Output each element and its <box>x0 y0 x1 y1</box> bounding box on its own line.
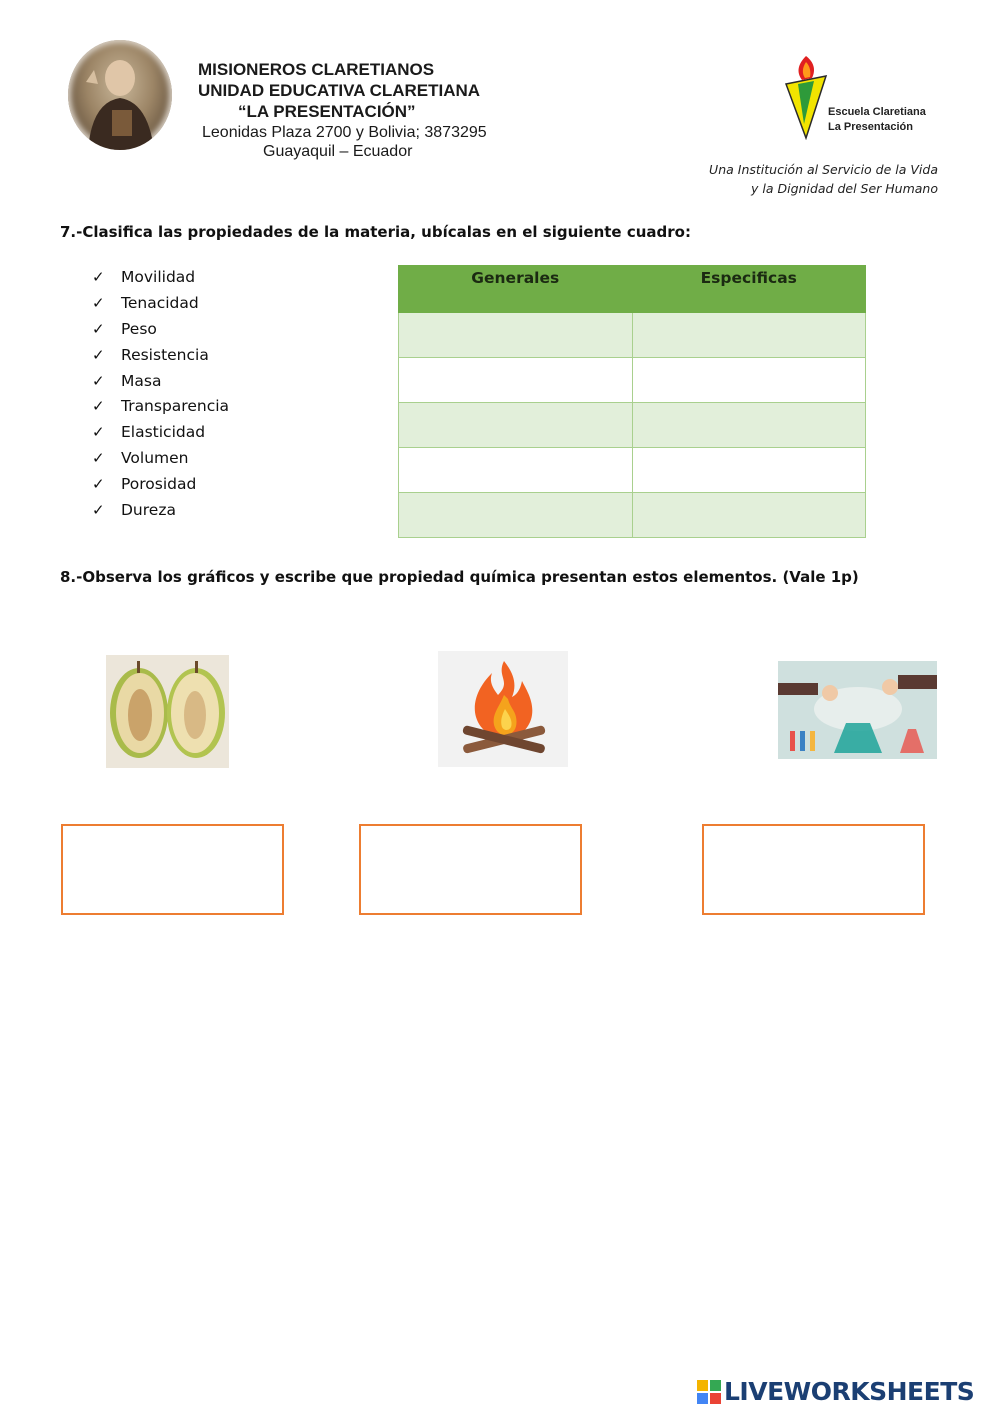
checkmark-icon: ✓ <box>92 319 105 338</box>
header-org-title: MISIONEROS CLARETIANOS <box>198 60 435 79</box>
campfire-image <box>438 651 568 767</box>
oxidized-apple-image <box>106 655 229 768</box>
table-row <box>399 403 866 448</box>
drop-cell-especificas[interactable] <box>632 358 866 403</box>
list-item[interactable]: ✓ Tenacidad <box>92 293 199 312</box>
logo-text-line1: Escuela Claretiana <box>828 106 926 118</box>
drop-cell-especificas[interactable] <box>632 493 866 538</box>
answer-box-chemistry[interactable] <box>702 824 925 915</box>
list-item[interactable]: ✓ Volumen <box>92 449 189 468</box>
question-8-title: 8.-Observa los gráficos y escribe que propiedad química presentan estos elementos. (Vale 1p) <box>60 568 859 586</box>
list-item[interactable]: ✓ Resistencia <box>92 345 209 364</box>
header-address: Leonidas Plaza 2700 y Bolivia; 3873295 <box>202 124 487 141</box>
drop-cell-especificas[interactable] <box>632 403 866 448</box>
list-item[interactable]: ✓ Movilidad <box>92 267 196 286</box>
column-header-especificas: Especificas <box>632 266 866 313</box>
properties-list <box>92 264 229 523</box>
list-item[interactable]: ✓ Porosidad <box>92 475 197 494</box>
checkmark-icon: ✓ <box>92 397 105 416</box>
header-city: Guayaquil – Ecuador <box>263 143 413 160</box>
table-row <box>399 493 866 538</box>
column-header-generales: Generales <box>399 266 633 313</box>
motto-line2: y la Dignidad del Ser Humano <box>751 181 938 196</box>
checkmark-icon: ✓ <box>92 449 105 468</box>
header-school-name: “LA PRESENTACIÓN” <box>238 102 416 121</box>
table-row <box>399 448 866 493</box>
founder-portrait <box>68 40 172 150</box>
table-row <box>399 313 866 358</box>
question-7-title: 7.-Clasifica las propiedades de la materia, ubícalas en el siguiente cuadro: <box>60 223 691 241</box>
list-item[interactable]: ✓ Transparencia <box>92 397 230 416</box>
drop-cell-especificas[interactable] <box>632 313 866 358</box>
list-item[interactable]: ✓ Peso <box>92 319 157 338</box>
classification-table <box>398 265 866 538</box>
header-school-title: UNIDAD EDUCATIVA CLARETIANA <box>198 81 481 100</box>
drop-cell-generales[interactable] <box>399 493 633 538</box>
liveworksheets-brand[interactable]: LIVEWORKSHEETS <box>724 1377 975 1406</box>
list-item[interactable]: ✓ Dureza <box>92 500 176 519</box>
checkmark-icon: ✓ <box>92 267 105 286</box>
drop-cell-generales[interactable] <box>399 358 633 403</box>
list-item[interactable]: ✓ Elasticidad <box>92 423 206 442</box>
drop-cell-generales[interactable] <box>399 403 633 448</box>
drop-cell-generales[interactable] <box>399 448 633 493</box>
chemistry-reaction-image <box>778 661 937 768</box>
checkmark-icon: ✓ <box>92 371 105 390</box>
table-row <box>399 358 866 403</box>
motto-line1: Una Institución al Servicio de la Vida <box>709 162 938 177</box>
drop-cell-generales[interactable] <box>399 313 633 358</box>
torch-logo-icon <box>784 54 828 140</box>
drop-cell-especificas[interactable] <box>632 448 866 493</box>
checkmark-icon: ✓ <box>92 293 105 312</box>
checkmark-icon: ✓ <box>92 500 105 519</box>
answer-box-apple[interactable] <box>61 824 284 915</box>
logo-text-line2: La Presentación <box>828 121 913 133</box>
answer-box-fire[interactable] <box>359 824 582 915</box>
list-item[interactable]: ✓ Masa <box>92 371 162 390</box>
checkmark-icon: ✓ <box>92 475 105 494</box>
checkmark-icon: ✓ <box>92 423 105 442</box>
checkmark-icon: ✓ <box>92 345 105 364</box>
liveworksheets-logo-icon <box>697 1380 721 1404</box>
